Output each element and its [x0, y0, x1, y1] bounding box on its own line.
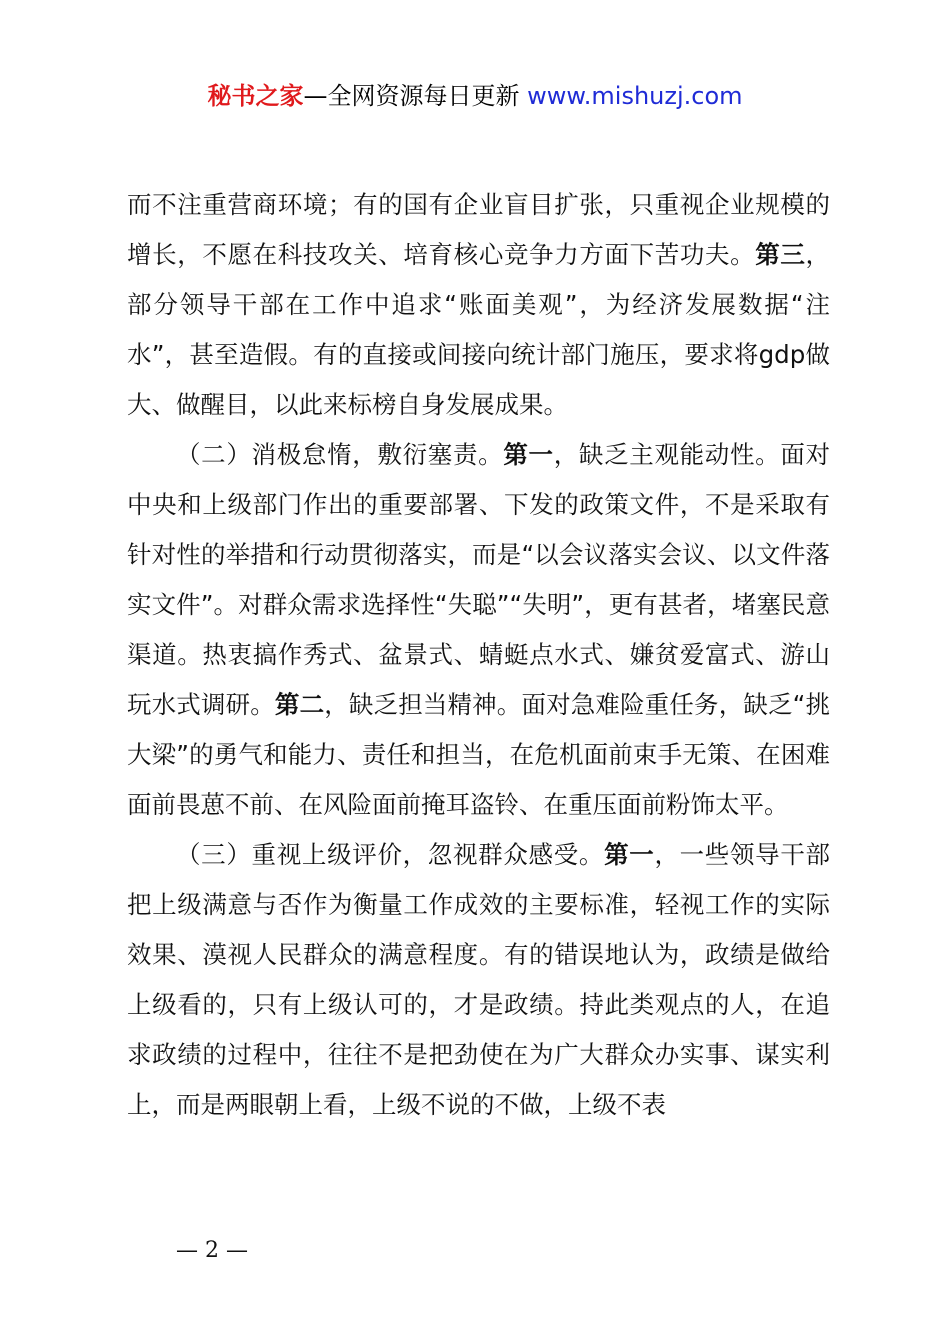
ordinal-emphasis: 第三 — [755, 240, 806, 269]
site-slogan: —全网资源每日更新 — [303, 82, 528, 110]
site-url[interactable]: www.mishuzj.com — [527, 82, 743, 110]
section-heading-text: （三）重视上级评价，忽视群众感受。 — [176, 840, 605, 869]
ordinal-emphasis: 第一 — [503, 440, 554, 469]
page-number: — 2 — — [176, 1238, 248, 1263]
paragraph-text: 而不注重营商环境；有的国有企业盲目扩张，只重视企业规模的增长，不愿在科技攻关、培育核心竞争力方面下苦功夫。 — [127, 190, 830, 269]
section-heading-text: （二）消极怠惰，敷衍塞责。 — [176, 440, 504, 469]
ordinal-emphasis: 第一 — [604, 840, 655, 869]
site-header — [0, 78, 950, 114]
paragraph-text: ，缺乏主观能动性。面对中央和上级部门作出的重要部署、下发的政策文件，不是采取有针对性的举措和行动贯彻落实，而是“以会议落实会议、以文件落实文件”。对群众需求选择性“失聪”“失明”，更有甚者，堵塞民意渠道。热衷搞作秀式、盆景式、蜻蜓点水式、嫌贫爱富式、游山玩水式调研。 — [127, 440, 831, 719]
paragraph — [127, 180, 830, 430]
paragraph-text: ，缺乏担当精神。面对急难险重任务，缺乏“挑大梁”的勇气和能力、责任和担当，在危机面前束手无策、在困难面前畏葸不前、在风险面前掩耳盗铃、在重压面前粉饰太平。 — [127, 690, 830, 819]
paragraph-text: ，部分领导干部在工作中追求“账面美观”，为经济发展数据“注水”，甚至造假。有的直接或间接向统计部门施压，要求将gdp做大、做醒目，以此来标榜自身发展成果。 — [127, 240, 831, 419]
site-brand: 秘书之家 — [207, 82, 304, 110]
paragraph — [127, 430, 830, 830]
paragraph — [127, 830, 830, 1130]
paragraph-text: ，一些领导干部把上级满意与否作为衡量工作成效的主要标准，轻视工作的实际效果、漠视人民群众的满意程度。有的错误地认为，政绩是做给上级看的，只有上级认可的，才是政绩。持此类观点的人，在追求政绩的过程中，往往不是把劲使在为广大群众办实事、谋实利上，而是两眼朝上看，上级不说的不做，上级不表 — [127, 840, 831, 1119]
ordinal-emphasis: 第二 — [274, 690, 325, 719]
document-body — [127, 180, 830, 1130]
